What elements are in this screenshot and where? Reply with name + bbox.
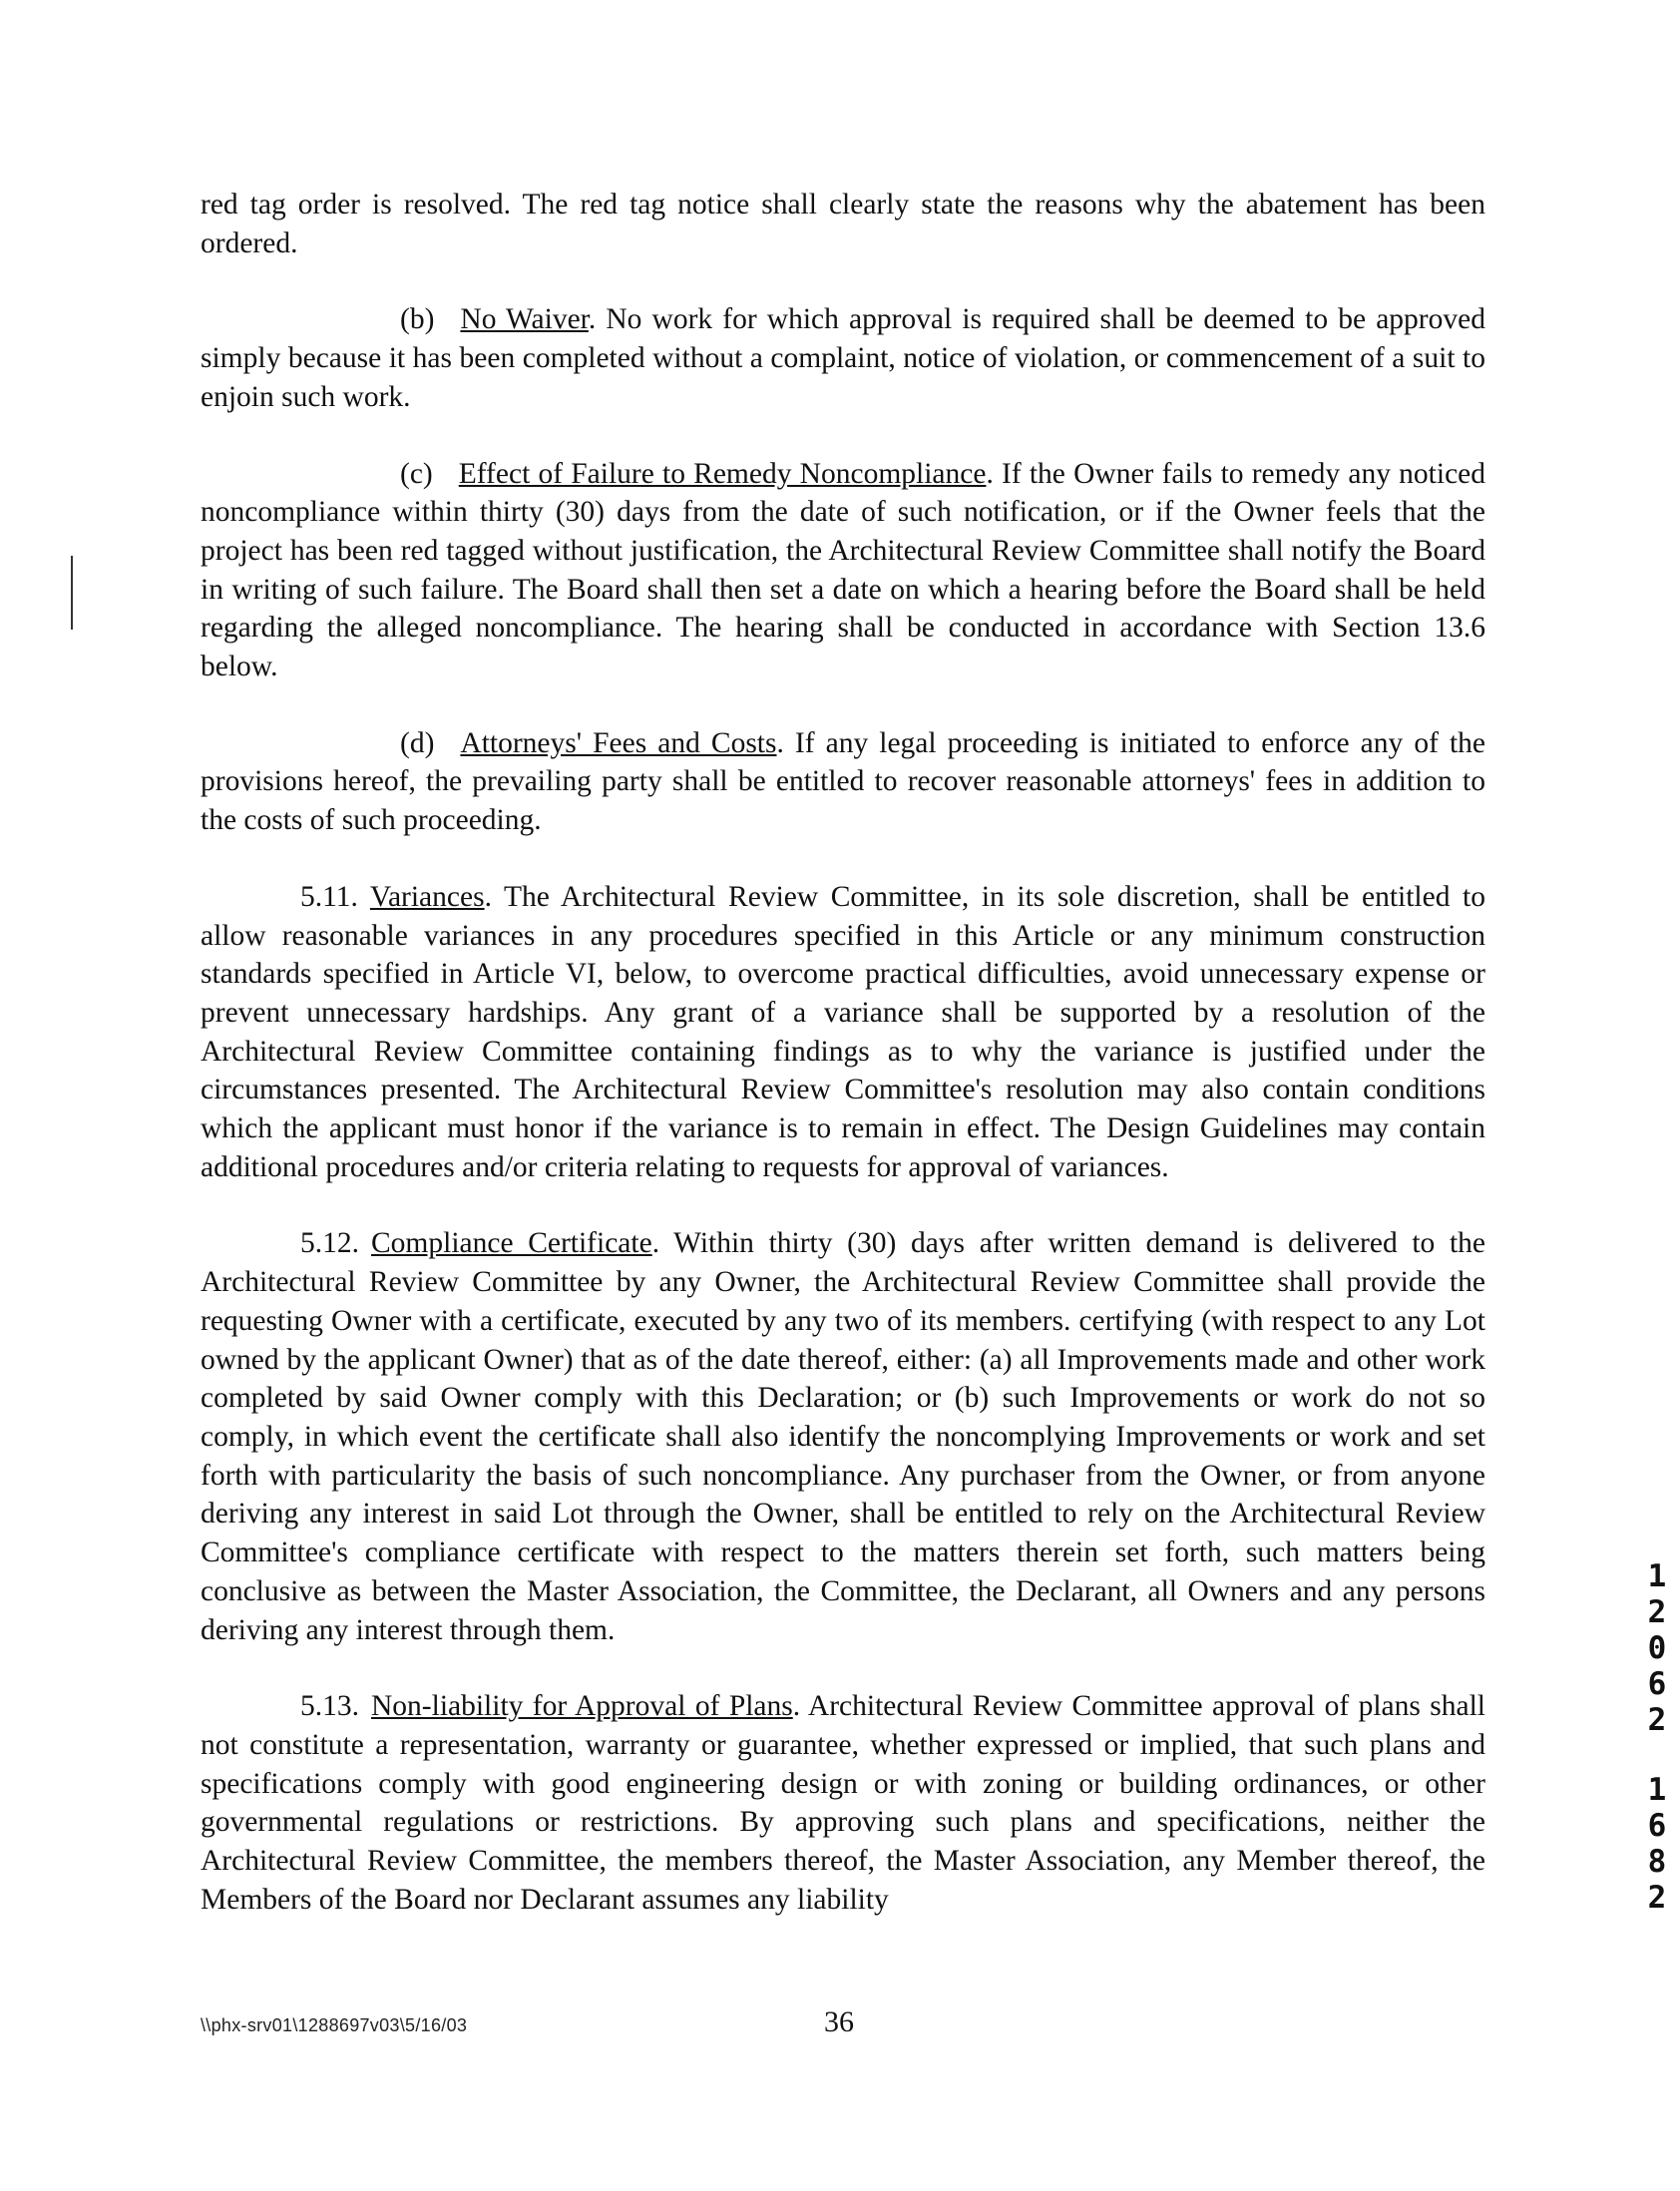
subsection-c-heading: Effect of Failure to Remedy Noncompliance	[458, 457, 987, 490]
section-5-13	[201, 1687, 1485, 1919]
section-5-11-number: 5.11.	[300, 880, 358, 913]
subsection-c-heading-period: .	[986, 457, 994, 490]
stamp-digit: 2	[1647, 1702, 1667, 1738]
recording-number-stamp	[1637, 1558, 1677, 1916]
section-5-11-body: The Architectural Review Committee, in its sole discretion, shall be entitled to allow reasonable variances in any procedures specified in this Article or any minimum construction standards specified in Article VI, below, to overcome practical difficulties, avoid unnecessary expense or prevent unnecessary hardships. Any grant of a variance shall be supported by a resolution of the Architectural Review Committee containing findings as to why the variance is justified under the circumstances presented. The Architectural Review Committee's resolution may also contain conditions which the applicant must honor if the variance is to remain in effect. The Design Guidelines may contain additional procedures and/or criteria relating to requests for approval of variances.	[201, 880, 1485, 1183]
subsection-b	[201, 300, 1485, 416]
section-5-12-heading: Compliance Certificate	[371, 1227, 652, 1260]
subsection-d-body: If any legal proceeding is initiated to enforce any of the provisions hereof, the prevailing party shall be entitled to recover reasonable attorneys' fees in addition to the costs of such proceeding.	[201, 726, 1485, 837]
stamp-digit: 8	[1647, 1844, 1667, 1880]
section-5-12-body: Within thirty (30) days after written demand is delivered to the Architectural Review Committee by any Owner, the Architectural Review Committee shall provide the requesting Owner with a certificate, executed by any two of its members. certifying (with respect to any Lot owned by the applicant Owner) that as of the date thereof, either: (a) all Improvements made and other work completed by said Owner comply with this Declaration; or (b) such Improvements or work do not so comply, in which event the certificate shall also identify the noncomplying Improvements or work and set forth with particularity the basis of such noncompliance. Any purchaser from the Owner, or from anyone deriving any interest in said Lot through the Owner, shall be entitled to rely on the Architectural Review Committee's compliance certificate with respect to the matters therein set forth, such matters being conclusive as between the Master Association, the Committee, the Declarant, all Owners and any persons deriving any interest through them.	[201, 1227, 1485, 1646]
subsection-b-heading-period: .	[588, 303, 597, 336]
stamp-digit: 2	[1647, 1880, 1667, 1916]
subsection-c-label: (c)	[400, 457, 433, 490]
subsection-d-heading-period: .	[776, 726, 784, 759]
stamp-digit: 6	[1647, 1808, 1667, 1844]
section-5-12-number: 5.12.	[300, 1227, 359, 1260]
footer-document-path: \\phx-srv01\1288697v03\5/16/03	[201, 2015, 468, 2035]
stamp-digit: 0	[1647, 1630, 1667, 1666]
stamp-digit: 2	[1647, 1594, 1667, 1630]
stamp-gap	[1637, 1738, 1677, 1772]
subsection-d-label: (d)	[400, 726, 435, 759]
subsection-b-heading: No Waiver	[460, 303, 589, 336]
stamp-digit: 1	[1647, 1558, 1667, 1594]
section-5-13-body: Architectural Review Committee approval of plans shall not constitute a representation, warranty or guarantee, whether expressed or implied, that such plans and specifications comply with good engineering design or with zoning or building ordinances, or other governmental regulations or restrictions. By approving such plans and specifications, neither the Architectural Review Committee, the members thereof, the Master Association, any Member thereof, the Members of the Board nor Declarant assumes any liability	[201, 1690, 1485, 1916]
section-5-11-heading: Variances	[369, 880, 485, 913]
subsection-b-body: No work for which approval is required shall be deemed to be approved simply because it has been completed without a complaint, notice of violation, or commencement of a suit to enjoin such work.	[201, 303, 1485, 413]
subsection-d-heading: Attorneys' Fees and Costs	[460, 726, 777, 759]
section-5-13-number: 5.13.	[300, 1690, 359, 1723]
section-5-13-heading: Non-liability for Approval of Plans	[371, 1690, 793, 1723]
page-number: 36	[824, 2005, 854, 2038]
section-5-12	[201, 1224, 1485, 1649]
subsection-c-body: If the Owner fails to remedy any noticed noncompliance within thirty (30) days from the date of such notification, or if the Owner feels that the project has been red tagged without justification, the Architectural Review Committee shall notify the Board in writing of such failure. The Board shall then set a date on which a hearing before the Board shall be held regarding the alleged noncompliance. The hearing shall be conducted in accordance with Section 13.6 below.	[201, 457, 1486, 683]
subsection-d	[201, 724, 1485, 840]
section-5-11-heading-period: .	[484, 880, 492, 913]
section-5-13-heading-period: .	[792, 1690, 801, 1723]
subsection-b-label: (b)	[400, 303, 435, 336]
subsection-c	[201, 455, 1485, 686]
stamp-digit: 6	[1647, 1666, 1667, 1702]
section-5-12-heading-period: .	[651, 1227, 660, 1260]
continuation-paragraph: red tag order is resolved. The red tag notice shall clearly state the reasons why the abatement has been ordered.	[201, 189, 1485, 259]
stamp-digit: 1	[1647, 1772, 1667, 1808]
document-body	[201, 186, 1485, 1957]
revision-change-bar	[71, 556, 73, 630]
section-5-11	[201, 878, 1485, 1187]
